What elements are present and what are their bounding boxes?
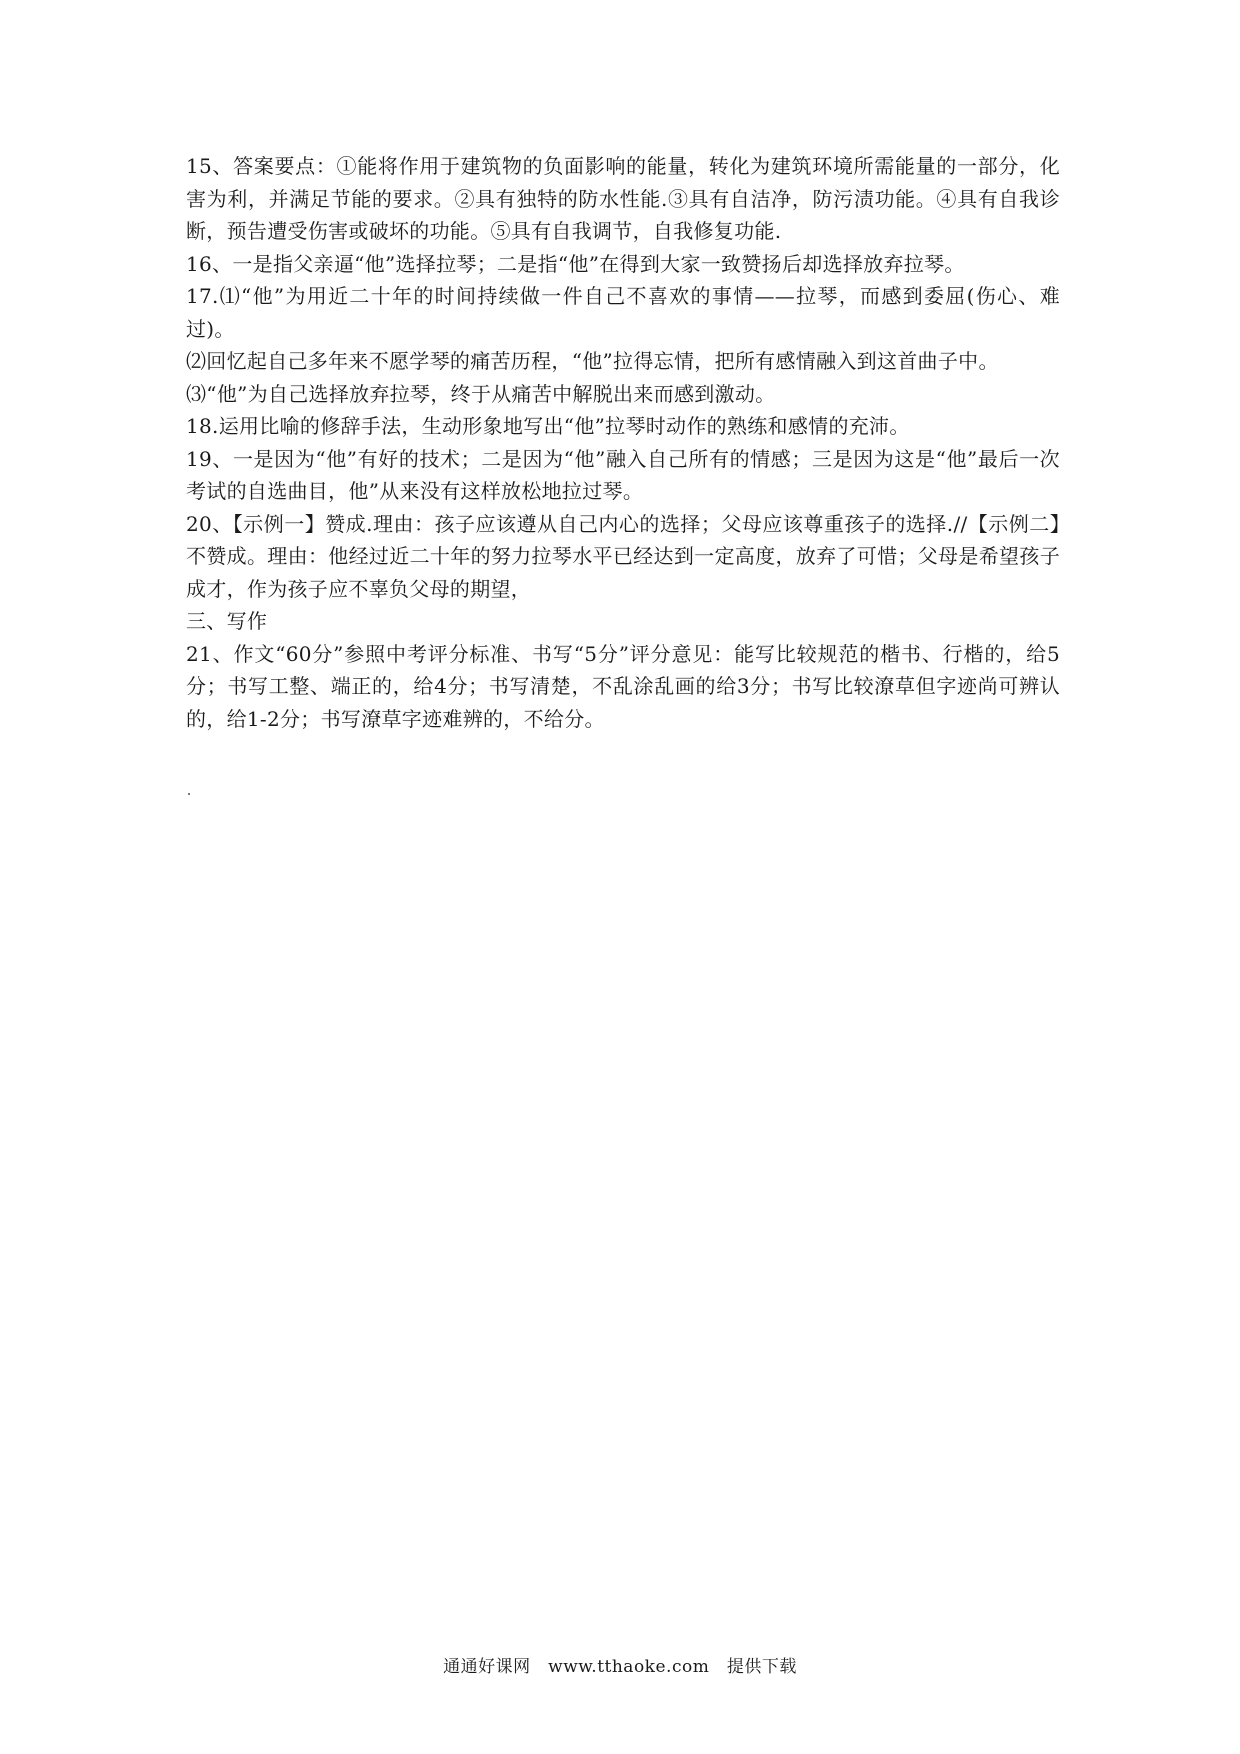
answer-16: 16、一是指父亲逼“他”选择拉琴；二是指“他”在得到大家一致赞扬后却选择放弃拉琴。 <box>186 251 965 276</box>
answer-17-part-3: ⑶“他”为自己选择放弃拉琴，终于从痛苦中解脱出来而感到激动。 <box>186 381 776 406</box>
section-heading-writing: 三、写作 <box>186 609 268 633</box>
answer-20: 20、【示例一】赞成.理由：孩子应该遵从自己内心的选择；父母应该尊重孩子的选择.//【示例二】不赞成。理由：他经过近二十年的努力拉琴水平已经达到一定高度，放弃了可惜；父母是希望孩子成才，作为孩子应不辜负父母的期望， <box>186 511 1060 601</box>
answer-18: 18.运用比喻的修辞手法，生动形象地写出“他”拉琴时动作的熟练和感情的充沛。 <box>186 414 910 438</box>
answer-15: 15、答案要点：①能将作用于建筑物的负面影响的能量，转化为建筑环境所需能量的一部分，化害为利，并满足节能的要求。②具有独特的防水性能.③具有自洁净，防污渍功能。④具有自我诊断，预告遭受伤害或破坏的功能。⑤具有自我调节，自我修复功能. <box>186 154 1060 243</box>
answer-21: 21、作文“60分”参照中考评分标准、书写“5分”评分意见：能写比较规范的楷书、行楷的，给5分；书写工整、端正的，给4分；书写清楚，不乱涂乱画的给3分；书写比较潦草但字迹尚可辨认的，给1-2分；书写潦草字迹难辨的，不给分。 <box>186 641 1060 731</box>
answer-17-part-1: 17.⑴“他”为用近二十年的时间持续做一件自己不喜欢的事情——拉琴，而感到委屈(伤心、难过)。 <box>186 284 1060 341</box>
scan-speck <box>188 793 190 795</box>
answer-key-body <box>186 150 1060 735</box>
answer-17-part-2: ⑵回忆起自己多年来不愿学琴的痛苦历程，“他”拉得忘情，把所有感情融入到这首曲子中。 <box>186 349 999 373</box>
page-footer: 通通好课网 www.tthaoke.com 提供下载 <box>443 1657 797 1677</box>
answer-19: 19、一是因为“他”有好的技术；二是因为“他”融入自己所有的情感；三是因为这是“他”最后一次考试的自选曲目，他”从来没有这样放松地拉过琴。 <box>186 446 1060 503</box>
